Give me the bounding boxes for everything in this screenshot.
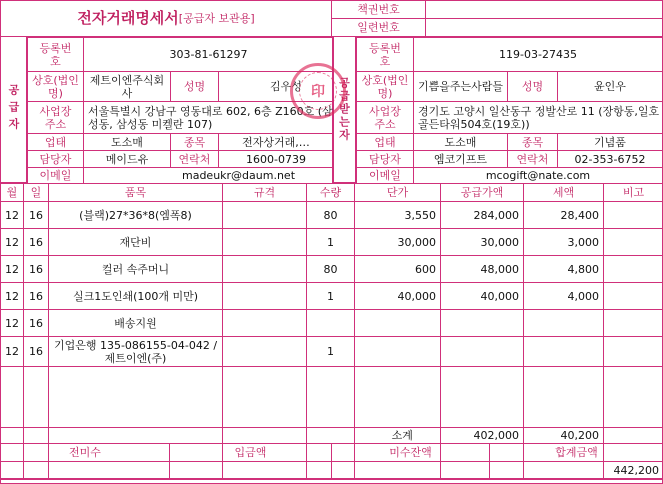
item-price: 3,550 (404, 208, 436, 222)
item-day: 16 (29, 345, 43, 358)
unpaid-label: 미수잔액 (389, 446, 432, 459)
total-label: 합계금액 (555, 446, 598, 459)
col-note: 비고 (622, 186, 645, 199)
table-row (1, 202, 663, 229)
subtotal-supply: 402,000 (473, 429, 519, 442)
title-area (1, 1, 332, 37)
supplier-email: madeukr@daum.net (181, 169, 296, 182)
supplier-info-table (27, 37, 334, 184)
supplier-contact: 1600-0739 (246, 152, 306, 166)
subtotal-label: 소계 (391, 429, 413, 442)
item-name: 배송지원 (114, 316, 157, 330)
table-row (1, 229, 663, 256)
receiver-contact: 02-353-6752 (574, 152, 646, 166)
supplier-name: 김우성 (270, 80, 302, 93)
item-supply: 48,000 (480, 262, 519, 276)
serial-no-value (426, 19, 662, 37)
col-price: 단가 (386, 186, 409, 199)
receiver-biz-type: 도소매 (444, 135, 477, 149)
item-qty: 1 (327, 235, 334, 249)
company-seal-stamp: 印 (290, 63, 346, 119)
receiver-biz-item-label: 종목 (521, 135, 544, 149)
supplier-biz-type-label: 업태 (44, 135, 67, 149)
supplier-reg-no-label: 등록번호 (39, 41, 72, 68)
table-row (1, 310, 663, 337)
receiver-reg-no-label: 등록번호 (369, 41, 401, 68)
supplier-company: 제트이엔주식회사 (89, 73, 165, 100)
receiver-email: mcogift@nate.com (485, 169, 591, 182)
item-month: 12 (5, 235, 19, 249)
item-tax: 28,400 (560, 208, 599, 222)
supplier-name-label: 성명 (183, 80, 206, 93)
item-price: 30,000 (397, 235, 436, 249)
supplier-contact-label: 연락처 (178, 152, 211, 166)
col-qty: 수량 (319, 186, 342, 199)
receiver-company: 기쁨을주는사람들 (417, 80, 503, 93)
item-name: (블랙)27*36*8(엠폭8) (79, 208, 192, 222)
footer-totals-table (0, 443, 663, 479)
col-month: 월 (6, 186, 18, 199)
col-item: 품목 (124, 186, 147, 199)
supplier-company-label: 상호(법인명) (32, 73, 79, 100)
table-row (1, 283, 663, 310)
supplier-biz-item: 전자상거래,… (242, 135, 310, 149)
serial-no-label: 일련번호 (332, 19, 426, 37)
item-qty: 1 (327, 345, 334, 358)
receiver-biz-type-label: 업태 (374, 135, 396, 149)
table-row (1, 337, 663, 367)
item-tax: 4,000 (567, 289, 599, 303)
receiver-info-table (356, 37, 663, 184)
item-name: 실크1도인쇄(100개 미만) (72, 289, 199, 303)
item-month: 12 (5, 345, 19, 358)
item-qty: 80 (323, 208, 338, 222)
supplier-address-label: 사업장주소 (39, 104, 72, 131)
book-no-label: 책권번호 (332, 1, 426, 19)
receiver-address: 경기도 고양시 일산동구 정발산로 11 (장항동,일호골든타워504호(19호)) (418, 104, 660, 131)
item-day: 16 (29, 262, 43, 276)
supplier-biz-type: 도소매 (111, 135, 143, 149)
col-day: 일 (30, 186, 42, 199)
item-name: 컬러 속주머니 (101, 262, 170, 276)
receiver-company-label: 상호(법인명) (361, 73, 409, 100)
item-month: 12 (5, 208, 19, 222)
item-supply: 284,000 (473, 208, 519, 222)
supplier-biz-item-label: 종목 (183, 135, 206, 149)
receiver-email-label: 이메일 (369, 169, 401, 182)
supplier-reg-no: 303-81-61297 (169, 48, 248, 61)
supplier-manager: 메이드유 (105, 152, 149, 166)
item-name: 재단비 (119, 235, 152, 249)
item-tax: 4,800 (567, 262, 599, 276)
receiver-reg-no: 119-03-27435 (499, 48, 577, 61)
item-month: 12 (5, 262, 19, 276)
subtotal-table (0, 427, 663, 444)
item-day: 16 (29, 316, 43, 330)
col-spec: 규격 (253, 186, 276, 199)
item-day: 16 (29, 235, 43, 249)
item-qty: 1 (327, 289, 334, 303)
received-label: 입금액 (234, 446, 267, 459)
items-header-row (1, 184, 663, 202)
receiver-contact-label: 연락처 (516, 152, 549, 166)
supplier-address: 서울특별시 강남구 영동대로 602, 6층 Z160호 (삼성동, 삼성동 미켈란 107) (88, 104, 333, 131)
total-value: 442,200 (613, 463, 659, 477)
item-price: 40,000 (397, 289, 436, 303)
receiver-name: 윤인우 (594, 80, 626, 93)
receiver-side-label: 공급받는자 (332, 37, 356, 183)
document-subtitle: [공급자 보관용] (178, 12, 255, 25)
item-day: 16 (29, 208, 43, 222)
col-supply: 공급가액 (460, 186, 504, 199)
item-day: 16 (29, 289, 43, 303)
receiver-name-label: 성명 (521, 80, 544, 93)
receiver-address-label: 사업장주소 (369, 104, 401, 131)
item-tax: 3,000 (567, 235, 599, 249)
item-price: 600 (415, 262, 436, 276)
book-no-value (426, 1, 662, 19)
item-supply: 40,000 (480, 289, 519, 303)
supplier-email-label: 이메일 (39, 169, 72, 182)
prev-balance-label: 전미수 (69, 446, 101, 459)
subtotal-tax: 40,200 (560, 429, 599, 442)
receiver-manager: 엠코기프트 (433, 152, 488, 166)
table-row (1, 256, 663, 283)
document-title: 전자거래명세서 (77, 9, 179, 27)
col-tax: 세액 (552, 186, 575, 199)
item-qty: 80 (323, 262, 338, 276)
supplier-manager-label: 담당자 (39, 152, 72, 166)
item-name: 기업은행 135-086155-04-042 / 제트이엔(주) (53, 338, 218, 365)
item-month: 12 (5, 289, 19, 303)
receiver-biz-item: 기념품 (594, 135, 626, 149)
item-month: 12 (5, 316, 19, 330)
item-supply: 30,000 (480, 235, 519, 249)
supplier-side-label: 공급자 (1, 37, 27, 183)
receiver-manager-label: 담당자 (369, 152, 401, 166)
